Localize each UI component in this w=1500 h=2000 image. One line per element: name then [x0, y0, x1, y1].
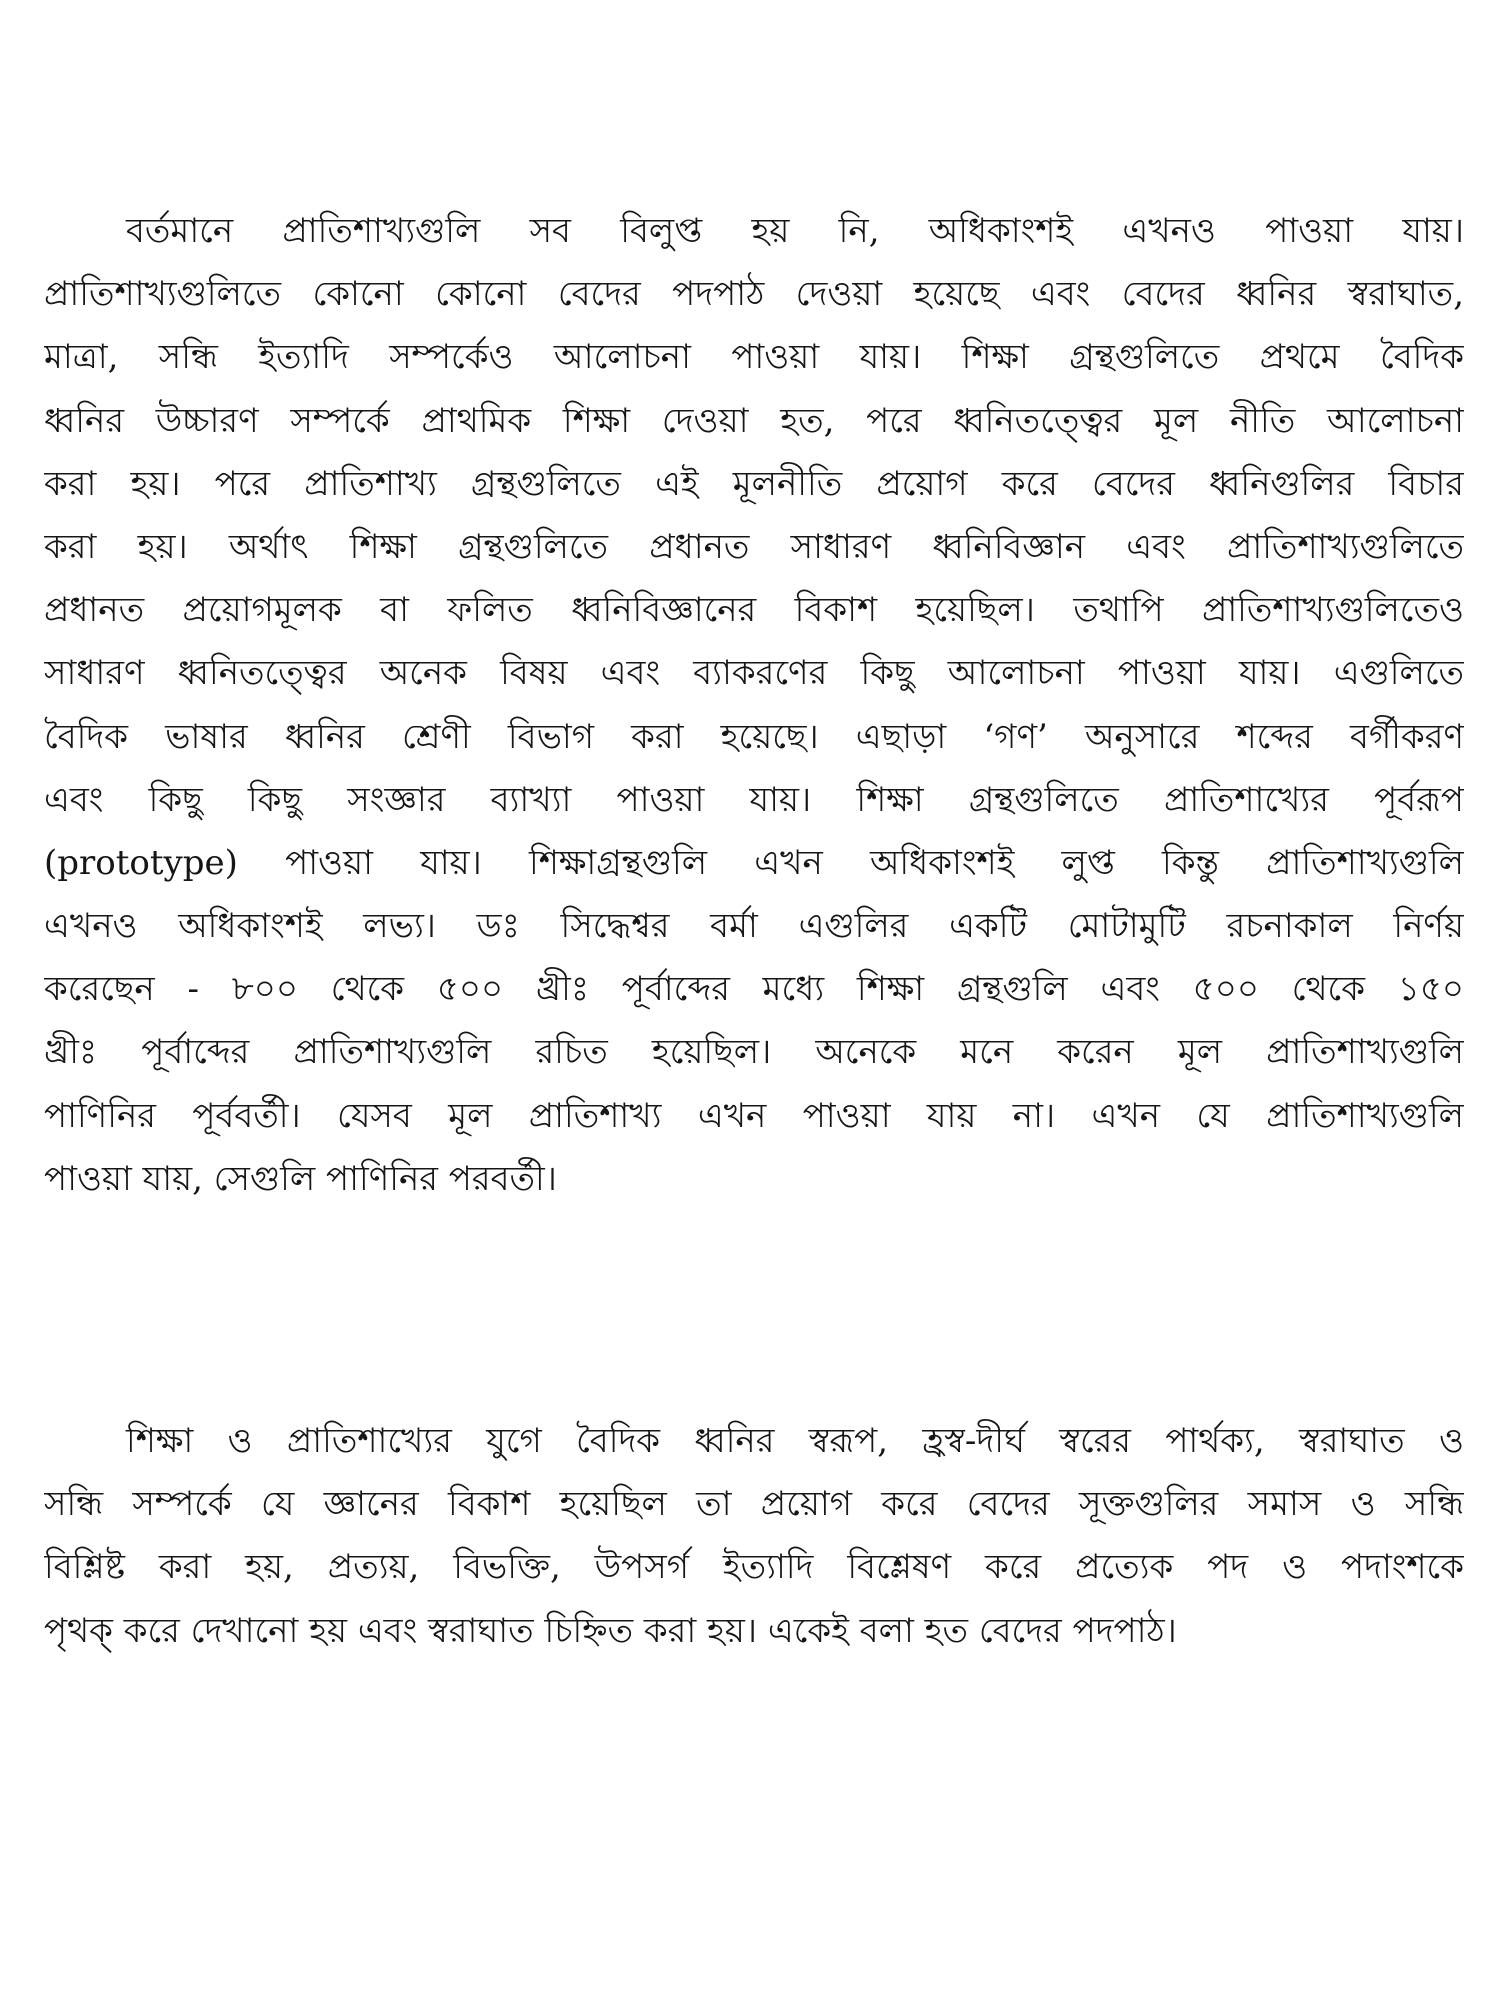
- paragraph-line: পৃথক্ করে দেখানো হয় এবং স্বরাঘাত চিহ্নিত করা হয়। একেই বলা হত বেদের পদপাঠ।: [44, 1610, 1177, 1651]
- paragraph-2: [44, 1410, 1464, 1663]
- paragraph-line: বৈদিক ভাষার ধ্বনির শ্রেণী বিভাগ করা হয়েছে। এছাড়া ‘গণ’ অনুসারে শব্দের বর্গীকরণ: [44, 716, 1464, 757]
- paragraph-line: এখনও অধিকাংশই লভ্য। ডঃ সিদ্ধেশ্বর বর্মা এগুলির একটি মোটামুটি রচনাকাল নির্ণয়: [44, 906, 1464, 947]
- paragraph-line: করা হয়। অর্থাৎ শিক্ষা গ্রন্থগুলিতে প্রধানত সাধারণ ধ্বনিবিজ্ঞান এবং প্রাতিশাখ্যগুলিতে: [44, 526, 1464, 567]
- paragraph-line: প্রধানত প্রয়োগমূলক বা ফলিত ধ্বনিবিজ্ঞানের বিকাশ হয়েছিল। তথাপি প্রাতিশাখ্যগুলিতেও: [44, 590, 1464, 631]
- paragraph-line: পাওয়া যায়, সেগুলি পাণিনির পরবর্তী।: [44, 1158, 557, 1199]
- paragraph-line: বিশ্লিষ্ট করা হয়, প্রত্যয়, বিভক্তি, উপসর্গ ইত্যাদি বিশ্লেষণ করে প্রত্যেক পদ ও পদাংশকে: [44, 1547, 1464, 1588]
- paragraph-line: (prototype) পাওয়া যায়। শিক্ষাগ্রন্থগুলি এখন অধিকাংশই লুপ্ত কিন্তু প্রাতিশাখ্যগুলি: [44, 842, 1464, 883]
- paragraph-line: সাধারণ ধ্বনিতত্ত্বের অনেক বিষয় এবং ব্যাকরণের কিছু আলোচনা পাওয়া যায়। এগুলিতে: [44, 653, 1464, 694]
- paragraph-line: প্রাতিশাখ্যগুলিতে কোনো কোনো বেদের পদপাঠ দেওয়া হয়েছে এবং বেদের ধ্বনির স্বরাঘাত,: [44, 274, 1464, 315]
- paragraph-line: এবং কিছু কিছু সংজ্ঞার ব্যাখ্যা পাওয়া যায়। শিক্ষা গ্রন্থগুলিতে প্রাতিশাখ্যের পূর্বরূপ: [44, 779, 1464, 820]
- paragraph-line: মাত্রা, সন্ধি ইত্যাদি সম্পর্কেও আলোচনা পাওয়া যায়। শিক্ষা গ্রন্থগুলিতে প্রথমে বৈদিক: [44, 337, 1464, 378]
- paragraph-line: খ্রীঃ পূর্বাব্দের প্রাতিশাখ্যগুলি রচিত হয়েছিল। অনেকে মনে করেন মূল প্রাতিশাখ্যগুলি: [44, 1032, 1464, 1073]
- paragraph-line: ধ্বনির উচ্চারণ সম্পর্কে প্রাথমিক শিক্ষা দেওয়া হত, পরে ধ্বনিতত্ত্বের মূল নীতি আলোচনা: [44, 400, 1464, 441]
- paragraph-1: [44, 200, 1464, 1211]
- paragraph-line: করা হয়। পরে প্রাতিশাখ্য গ্রন্থগুলিতে এই মূলনীতি প্রয়োগ করে বেদের ধ্বনিগুলির বিচার: [44, 463, 1464, 504]
- paragraph-line: পাণিনির পূর্ববর্তী। যেসব মূল প্রাতিশাখ্য এখন পাওয়া যায় না। এখন যে প্রাতিশাখ্যগুলি: [44, 1095, 1464, 1136]
- paragraph-line: বর্তমানে প্রাতিশাখ্যগুলি সব বিলুপ্ত হয় নি, অধিকাংশই এখনও পাওয়া যায়।: [126, 211, 1464, 251]
- paragraph-line: শিক্ষা ও প্রাতিশাখ্যের যুগে বৈদিক ধ্বনির স্বরূপ, হ্রস্ব-দীর্ঘ স্বরের পার্থক্য, স্বরাঘাত ও: [126, 1421, 1464, 1461]
- paragraph-line: করেছেন - ৮০০ থেকে ৫০০ খ্রীঃ পূর্বাব্দের মধ্যে শিক্ষা গ্রন্থগুলি এবং ৫০০ থেকে ১৫০: [44, 969, 1464, 1010]
- paragraph-line: সন্ধি সম্পর্কে যে জ্ঞানের বিকাশ হয়েছিল তা প্রয়োগ করে বেদের সূক্তগুলির সমাস ও সন্ধি: [44, 1484, 1464, 1525]
